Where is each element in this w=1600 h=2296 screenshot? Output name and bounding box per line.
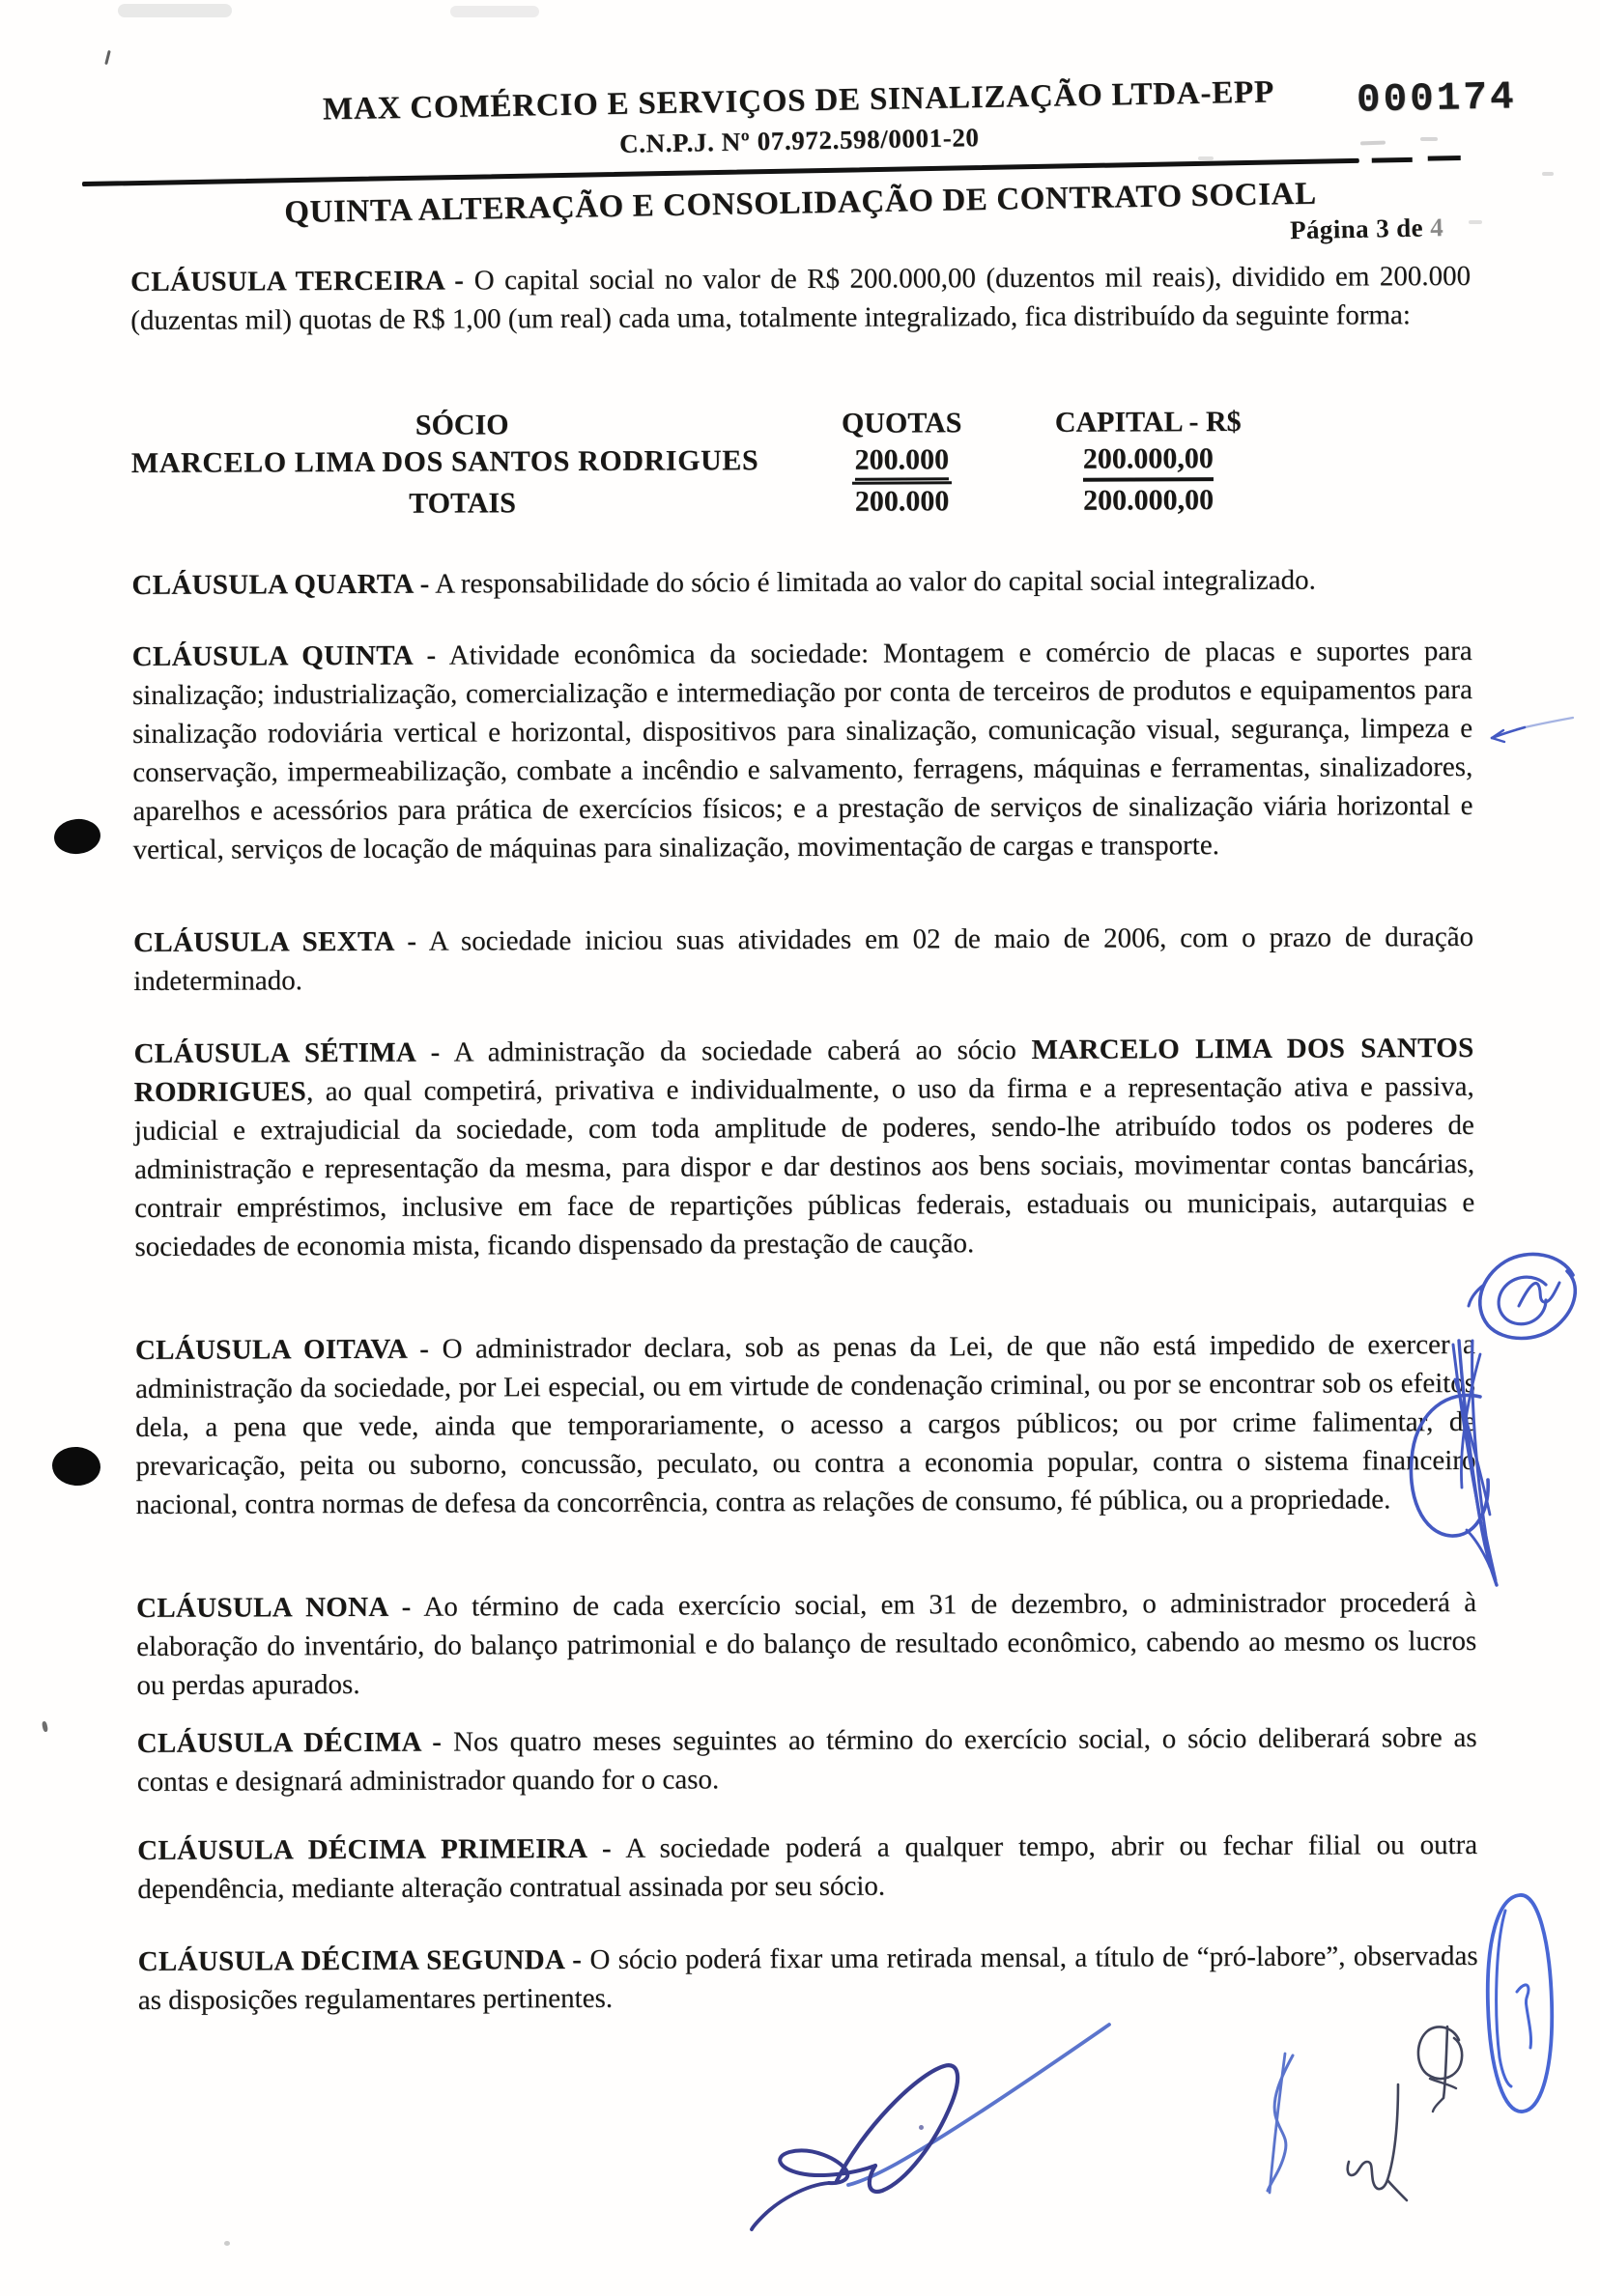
column-header-socio: SÓCIO	[414, 409, 509, 441]
capital-cell	[1011, 442, 1286, 482]
quotas-cell	[793, 443, 1011, 481]
totals-quotas-cell: 200.000	[854, 485, 950, 518]
clause-decima-primeira: CLÁUSULA DÉCIMA PRIMEIRA - A sociedade poderá a qualquer tempo, abrir ou fechar filial ou outra dependência, mediante alteração contratual assinada por seu sócio.	[137, 1828, 1478, 1905]
clause-quinta: CLÁUSULA QUINTA - Atividade econômica da sociedade: Montagem e comércio de placas e suportes para sinalização; industrialização, comercialização e intermediação por conta de terceiros de produtos e equipamentos para sinalização rodoviária vertical e horizontal, dispositivos para sinalização, comunicação visual, segurança, limpeza e conservação, impermeabilização, combate a incêndio e salvamento, ferragens, máquinas e ferramentas, sinalizadores, aparelhos e acessórios para prática de exercícios físicos; e a prestação de serviços de sinalização viária horizontal e vertical, serviços de locação de máquinas para sinalização, movimentação de cargas e transporte.	[131, 635, 1473, 865]
table-header-row	[131, 405, 1471, 447]
clause-decima: CLÁUSULA DÉCIMA - Nos quatro meses seguintes ao término do exercício social, o sócio deliberará sobre as contas e designará administrador quando for o caso.	[136, 1721, 1477, 1798]
clause-setima: CLÁUSULA SÉTIMA - A administração da sociedade caberá ao sócio MARCELO LIMA DOS SANTOS RODRIGUES, ao qual competirá, privativa e individualmente, o uso da firma e a representação ativa e passiva, judicial e extrajudicial da sociedade, com toda amplitude de poderes, sendo-lhe atribuído todos os poderes de administração e representação da mesma, para dispor e dar destinos aos bens sociais, movimentar contas bancárias, contrair empréstimos, inclusive em face de repartições públicas federais, estaduais ou municipais, autarquias e sociedades de economia mista, ficando dispensado da prestação de caução.	[133, 1032, 1475, 1262]
company-name: MAX COMÉRCIO E SERVIÇOS DE SINALIZAÇÃO LTDA-EPP	[322, 74, 1275, 128]
quotas-value: 200.000	[855, 443, 950, 480]
table-row	[131, 441, 1471, 489]
totals-label-cell: TOTAIS	[409, 487, 516, 520]
totals-capital-cell: 200.000,00	[1082, 484, 1214, 517]
column-header-quotas: QUOTAS	[841, 407, 962, 439]
clause-nona: CLÁUSULA NONA - Ao término de cada exercício social, em 31 de dezembro, o administrador procederá à elaboração do inventário, do balanço patrimonial e do balanço de resultado econômico, cabendo ao mesmo os lucros ou perdas apurados.	[135, 1586, 1477, 1701]
page-label-text: Página 3 de	[1289, 213, 1424, 245]
clause-oitava: CLÁUSULA OITAVA - O administrador declara, sob as penas da Lei, de que não está impedido de exercer a administração da sociedade, por Lei especial, ou em virtude de condenação criminal, ou por se encontrar sob os efeitos dela, a pena que vede, ainda que temporariamente, o acesso a cargos públicos; ou por crime falimentar, de prevaricação, peita ou suborno, concussão, peculato, ou contra a economia popular, contra o sistema financeiro nacional, contra normas de defesa da concorrência, contra as relações de consumo, fé pública, ou a propriedade.	[134, 1328, 1476, 1520]
company-cnpj: C.N.P.J. Nº 07.972.598/0001-20	[618, 123, 980, 158]
column-header-capital: CAPITAL - R$	[1054, 405, 1242, 439]
document-title: QUINTA ALTERAÇÃO E CONSOLIDAÇÃO DE CONTRATO SOCIAL	[284, 176, 1317, 231]
capital-table	[131, 405, 1472, 527]
table-totals-row	[131, 483, 1471, 527]
document-number-stamp: 000174	[1356, 75, 1518, 124]
partner-name-cell: MARCELO LIMA DOS SANTOS RODRIGUES	[130, 444, 759, 479]
clause-sexta: CLÁUSULA SEXTA - A sociedade iniciou suas atividades em 02 de maio de 2006, com o prazo de duração indeterminado.	[132, 921, 1474, 997]
capital-value: 200.000,00	[1083, 442, 1214, 482]
clause-quarta: CLÁUSULA QUARTA - A responsabilidade do sócio é limitada ao valor do capital social integralizado.	[131, 564, 1316, 601]
clause-terceira: CLÁUSULA TERCEIRA - O capital social no valor de R$ 200.000,00 (duzentos mil reais), dividido em 200.000 (duzentas mil) quotas de R$ 1,00 (um real) cada uma, totalmente integralizado, fica distribuído da seguinte forma:	[130, 260, 1471, 336]
clause-decima-segunda: CLÁUSULA DÉCIMA SEGUNDA - O sócio poderá fixar uma retirada mensal, a título de “pró-labore”, observadas as disposições regulamentares pertinentes.	[137, 1940, 1478, 2016]
page-total-text: 4	[1429, 213, 1444, 242]
